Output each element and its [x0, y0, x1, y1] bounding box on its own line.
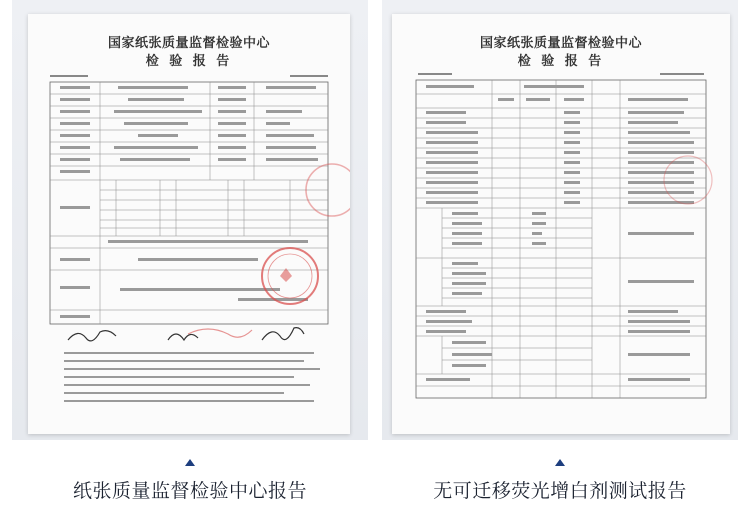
- caption-marker-icon: [555, 459, 565, 466]
- report-subtitle: 检 验 报 告: [145, 54, 233, 69]
- caption-marker-icon: [185, 459, 195, 466]
- report-table-scan: [28, 14, 350, 434]
- report-title: 国家纸张质量监督检验中心: [107, 36, 270, 51]
- report-table-scan: [392, 14, 730, 434]
- left-caption: 纸张质量监督检验中心报告: [72, 480, 307, 502]
- right-caption: 无可迁移荧光增白剂测试报告: [433, 480, 687, 502]
- report-subtitle: 检 验 报 告: [517, 54, 605, 69]
- quality-inspection-report-page: [28, 14, 350, 434]
- right-report-panel: [382, 0, 738, 440]
- fluorescent-test-report-page: [392, 14, 730, 434]
- report-title: 国家纸张质量监督检验中心: [479, 36, 642, 51]
- left-report-panel: [12, 0, 368, 440]
